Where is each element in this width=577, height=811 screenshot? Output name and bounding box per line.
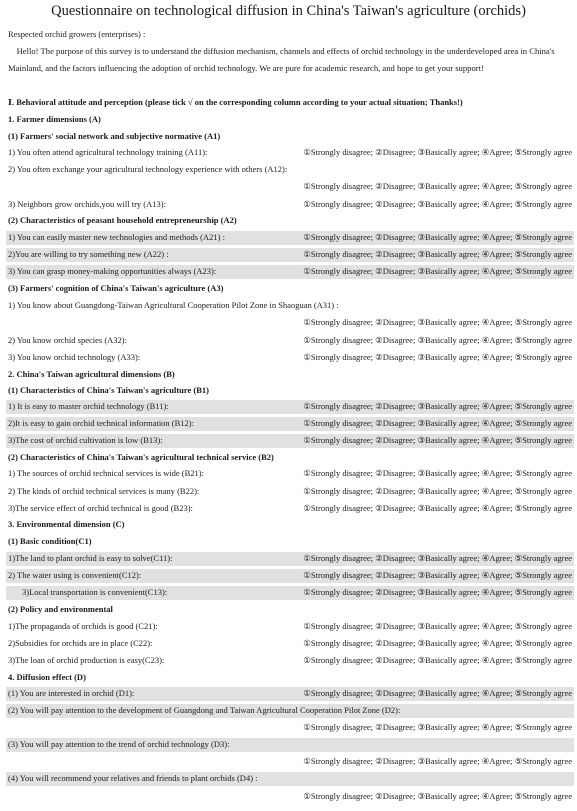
answer-options[interactable]: ①Strongly disagree; ②Disagree; ③Basically agree; ④Agree; ⑤Strongly agree (303, 486, 572, 496)
question-row-b11 (6, 400, 574, 414)
subsection-heading-a1: (1) Farmers' social network and subjective normative (A1) (8, 131, 221, 141)
answer-options[interactable]: ①Strongly disagree; ②Disagree; ③Basically agree; ④Agree; ⑤Strongly agree (303, 317, 572, 327)
question-row-a13 (6, 198, 574, 212)
answer-options[interactable]: ①Strongly disagree; ②Disagree; ③Basically agree; ④Agree; ⑤Strongly agree (303, 570, 572, 580)
question-options-row-d3 (6, 755, 574, 769)
question-text-a12: 2) You often exchange your agricultural technology experience with others (A12): (8, 164, 288, 174)
question-row-a21 (6, 231, 574, 245)
section-heading-environment: 3. Environmental dimension (C) (8, 519, 125, 529)
subsection-heading-a3: (3) Farmers' cognition of China's Taiwan's agriculture (A3) (8, 283, 224, 293)
question-text: 2) The water using is convenient(C12): (8, 570, 142, 580)
subsection-heading-c2: (2) Policy and environmental (8, 604, 113, 614)
question-row-d2 (6, 721, 574, 735)
answer-options[interactable]: ①Strongly disagree; ②Disagree; ③Basically agree; ④Agree; ⑤Strongly agree (303, 587, 572, 597)
question-text: 1) You can easily master new technologies and methods (A21) : (8, 232, 225, 242)
subsection-heading-b1: (1) Characteristics of China's Taiwan's agriculture (B1) (8, 385, 210, 395)
intro-paragraph (8, 43, 573, 76)
answer-options[interactable]: ①Strongly disagree; ②Disagree; ③Basically agree; ④Agree; ⑤Strongly agree (303, 249, 572, 259)
subsection-heading-c1: (1) Basic condition(C1) (8, 536, 92, 546)
question-row-b13 (6, 434, 574, 448)
question-row-c12 (6, 569, 574, 583)
question-text: 3)The cost of orchid cultivation is low (B13): (8, 435, 163, 445)
question-text: 3)The loan of orchid production is easy(C23): (8, 655, 165, 665)
question-row-c21 (6, 620, 574, 634)
question-options-row-d4 (6, 790, 574, 804)
question-text: 3) You can grasp money-making opportunities always (A23): (8, 266, 217, 276)
answer-options[interactable]: ①Strongly disagree; ②Disagree; ③Basically agree; ④Agree; ⑤Strongly agree (303, 655, 572, 665)
part-heading: Ⅰ. Behavioral attitude and perception (please tick √ on the corresponding column according to your actual situation; Thanks!) (8, 97, 463, 107)
question-text: 3)The service effect of orchid technical is good (B23): (8, 503, 193, 513)
answer-options[interactable]: ①Strongly disagree; ②Disagree; ③Basically agree; ④Agree; ⑤Strongly agree (303, 722, 572, 732)
answer-options[interactable]: ①Strongly disagree; ②Disagree; ③Basically agree; ④Agree; ⑤Strongly agree (303, 791, 572, 801)
answer-options[interactable]: ①Strongly disagree; ②Disagree; ③Basically agree; ④Agree; ⑤Strongly agree (303, 756, 572, 766)
answer-options[interactable]: ①Strongly disagree; ②Disagree; ③Basically agree; ④Agree; ⑤Strongly agree (303, 147, 572, 157)
answer-options[interactable]: ①Strongly disagree; ②Disagree; ③Basically agree; ④Agree; ⑤Strongly agree (303, 418, 572, 428)
question-row-d3 (6, 738, 574, 752)
question-row-a12 (6, 180, 574, 194)
question-row-a22 (6, 248, 574, 262)
question-text: 2)Subsidies for orchids are in place (C22): (8, 638, 153, 648)
question-text: (1) You are interested in orchid (D1): (8, 688, 135, 698)
question-row-c22 (6, 637, 574, 651)
answer-options[interactable]: ①Strongly disagree; ②Disagree; ③Basically agree; ④Agree; ⑤Strongly agree (303, 621, 572, 631)
answer-options[interactable]: ①Strongly disagree; ②Disagree; ③Basically agree; ④Agree; ⑤Strongly agree (303, 352, 572, 362)
question-text: (2) You will pay attention to the development of Guangdong and Taiwan Agricultural Cooperation Pilot Zone (D2): (8, 705, 401, 715)
answer-options[interactable]: ①Strongly disagree; ②Disagree; ③Basically agree; ④Agree; ⑤Strongly agree (303, 232, 572, 242)
question-text: 3)Local transportation is convenient(C13): (22, 587, 168, 597)
question-row-c13 (6, 586, 574, 600)
subsection-heading-b2: (2) Characteristics of China's Taiwan's agricultural technical service (B2) (8, 452, 274, 462)
answer-options[interactable]: ①Strongly disagree; ②Disagree; ③Basically agree; ④Agree; ⑤Strongly agree (303, 468, 572, 478)
answer-options[interactable]: ①Strongly disagree; ②Disagree; ③Basically agree; ④Agree; ⑤Strongly agree (303, 199, 572, 209)
question-text: 1) It is easy to master orchid technology (B11): (8, 401, 169, 411)
question-text: 1) The sources of orchid technical services is wide (B21): (8, 468, 204, 478)
greeting: Respected orchid growers (enterprises) : (8, 29, 146, 39)
question-row-c23 (6, 654, 574, 668)
question-row-b23 (6, 502, 574, 516)
question-row-d1 (6, 687, 574, 701)
question-text: 3) You know orchid technology (A33): (8, 352, 141, 362)
question-text: 2) The kinds of orchid technical services is many (B22): (8, 486, 200, 496)
answer-options[interactable]: ①Strongly disagree; ②Disagree; ③Basically agree; ④Agree; ⑤Strongly agree (303, 181, 572, 191)
question-text: 1) You often attend agricultural technology training (A11): (8, 147, 208, 157)
answer-options[interactable]: ①Strongly disagree; ②Disagree; ③Basically agree; ④Agree; ⑤Strongly agree (303, 335, 572, 345)
question-text: 3) Neighbors grow orchids,you will try (A13): (8, 199, 166, 209)
answer-options[interactable]: ①Strongly disagree; ②Disagree; ③Basically agree; ④Agree; ⑤Strongly agree (303, 266, 572, 276)
section-heading-farmer: 1. Farmer dimensions (A) (8, 114, 101, 124)
section-heading-diffusion: 4. Diffusion effect (D) (8, 672, 86, 682)
question-text: (3) You will pay attention to the trend of orchid technology (D3): (8, 739, 230, 749)
question-row-d4 (6, 772, 574, 786)
question-text: 2)You are willing to try something new (A22) : (8, 249, 169, 259)
question-row-a11 (6, 146, 574, 160)
question-text-row-d2 (6, 704, 574, 718)
question-text-a31: 1) You know about Guangdong-Taiwan Agricultural Cooperation Pilot Zone in Shaoguan (A31) : (8, 300, 339, 310)
question-row-b22 (6, 485, 574, 499)
section-heading-taiwan: 2. China's Taiwan agricultural dimensions (B) (8, 369, 175, 379)
question-row-a32 (6, 334, 574, 348)
question-row-b12 (6, 417, 574, 431)
answer-options[interactable]: ①Strongly disagree; ②Disagree; ③Basically agree; ④Agree; ⑤Strongly agree (303, 435, 572, 445)
question-row-a31 (6, 316, 574, 330)
question-text: 1)The land to plant orchid is easy to solve(C11): (8, 553, 173, 563)
answer-options[interactable]: ①Strongly disagree; ②Disagree; ③Basically agree; ④Agree; ⑤Strongly agree (303, 553, 572, 563)
answer-options[interactable]: ①Strongly disagree; ②Disagree; ③Basically agree; ④Agree; ⑤Strongly agree (303, 638, 572, 648)
answer-options[interactable]: ①Strongly disagree; ②Disagree; ③Basically agree; ④Agree; ⑤Strongly agree (303, 401, 572, 411)
answer-options[interactable]: ①Strongly disagree; ②Disagree; ③Basically agree; ④Agree; ⑤Strongly agree (303, 503, 572, 513)
question-row-a33 (6, 351, 574, 365)
subsection-heading-a2: (2) Characteristics of peasant household entrepreneurship (A2) (8, 215, 237, 225)
question-row-c11 (6, 552, 574, 566)
answer-options[interactable]: ①Strongly disagree; ②Disagree; ③Basically agree; ④Agree; ⑤Strongly agree (303, 688, 572, 698)
question-row-a23 (6, 265, 574, 279)
question-text: (4) You will recommend your relatives and friends to plant orchids (D4) : (8, 773, 258, 783)
question-text: 1)The propaganda of orchids is good (C21): (8, 621, 158, 631)
intro-text: Hello! The purpose of this survey is to understand the diffusion mechanism, channels and effects of orchid technology in the underdeveloped area in China's Mainland, and the factors influencing the adoption of orchid technology. We are pure for academic research, and hope to get your support! (8, 46, 555, 73)
page-title: Questionnaire on technological diffusion in China's Taiwan's agriculture (orchids) (51, 3, 526, 19)
question-text: 2)It is easy to gain orchid technical information (B12): (8, 418, 195, 428)
question-text: 2) You know orchid species (A32): (8, 335, 127, 345)
question-row-b21 (6, 467, 574, 481)
